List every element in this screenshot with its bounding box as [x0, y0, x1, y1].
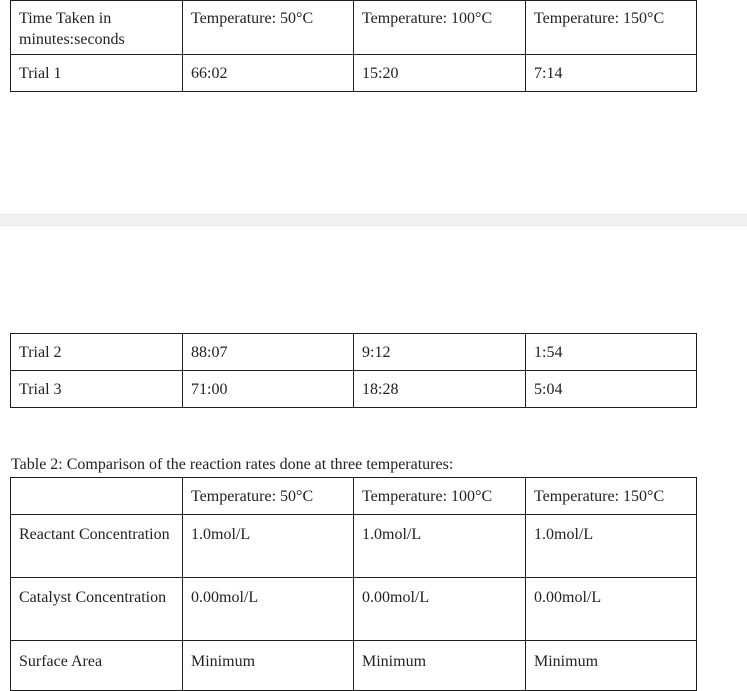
row-label-trial-1: Trial 1 — [11, 55, 183, 92]
header-cell-temp-150: Temperature: 150°C — [526, 478, 697, 515]
table-row — [11, 371, 697, 408]
row-label-catalyst-concentration: Catalyst Concentration — [11, 578, 183, 641]
table-cell: 1.0mol/L — [526, 515, 697, 578]
table-cell: 88:07 — [183, 334, 354, 371]
conditions-table — [10, 477, 697, 691]
header-cell-temp-150: Temperature: 150°C — [526, 1, 697, 55]
table-header-row — [11, 478, 697, 515]
table-cell: Minimum — [183, 641, 354, 691]
row-label-trial-3: Trial 3 — [11, 371, 183, 408]
trial-times-table-bottom — [10, 333, 697, 408]
table-cell: 71:00 — [183, 371, 354, 408]
table-cell: 1.0mol/L — [354, 515, 526, 578]
trial-times-table-top — [10, 0, 697, 92]
row-label-trial-2: Trial 2 — [11, 334, 183, 371]
row-label-reactant-concentration: Reactant Concentration — [11, 515, 183, 578]
header-cell-temp-100: Temperature: 100°C — [354, 1, 526, 55]
table-cell: 66:02 — [183, 55, 354, 92]
table-cell: 0.00mol/L — [354, 578, 526, 641]
table-row — [11, 334, 697, 371]
table-cell: 18:28 — [354, 371, 526, 408]
table-row — [11, 515, 697, 578]
header-cell-temp-50: Temperature: 50°C — [183, 1, 354, 55]
table-cell: 9:12 — [354, 334, 526, 371]
table-row — [11, 641, 697, 691]
row-label-surface-area: Surface Area — [11, 641, 183, 691]
table-row — [11, 55, 697, 92]
table-cell: Minimum — [526, 641, 697, 691]
table-row — [11, 578, 697, 641]
header-cell-empty — [11, 478, 183, 515]
table-header-row — [11, 1, 697, 55]
header-cell-temp-50: Temperature: 50°C — [183, 478, 354, 515]
table-cell: 1.0mol/L — [183, 515, 354, 578]
table-cell: 7:14 — [526, 55, 697, 92]
header-cell-temp-100: Temperature: 100°C — [354, 478, 526, 515]
header-cell-time-taken: Time Taken in minutes:seconds — [11, 1, 183, 55]
table-cell: 0.00mol/L — [526, 578, 697, 641]
table-cell: 5:04 — [526, 371, 697, 408]
table-cell: 15:20 — [354, 55, 526, 92]
table-cell: 1:54 — [526, 334, 697, 371]
table-cell: Minimum — [354, 641, 526, 691]
page-break — [0, 214, 747, 226]
table-2-caption: Table 2: Comparison of the reaction rates done at three temperatures: — [11, 456, 454, 473]
table-cell: 0.00mol/L — [183, 578, 354, 641]
